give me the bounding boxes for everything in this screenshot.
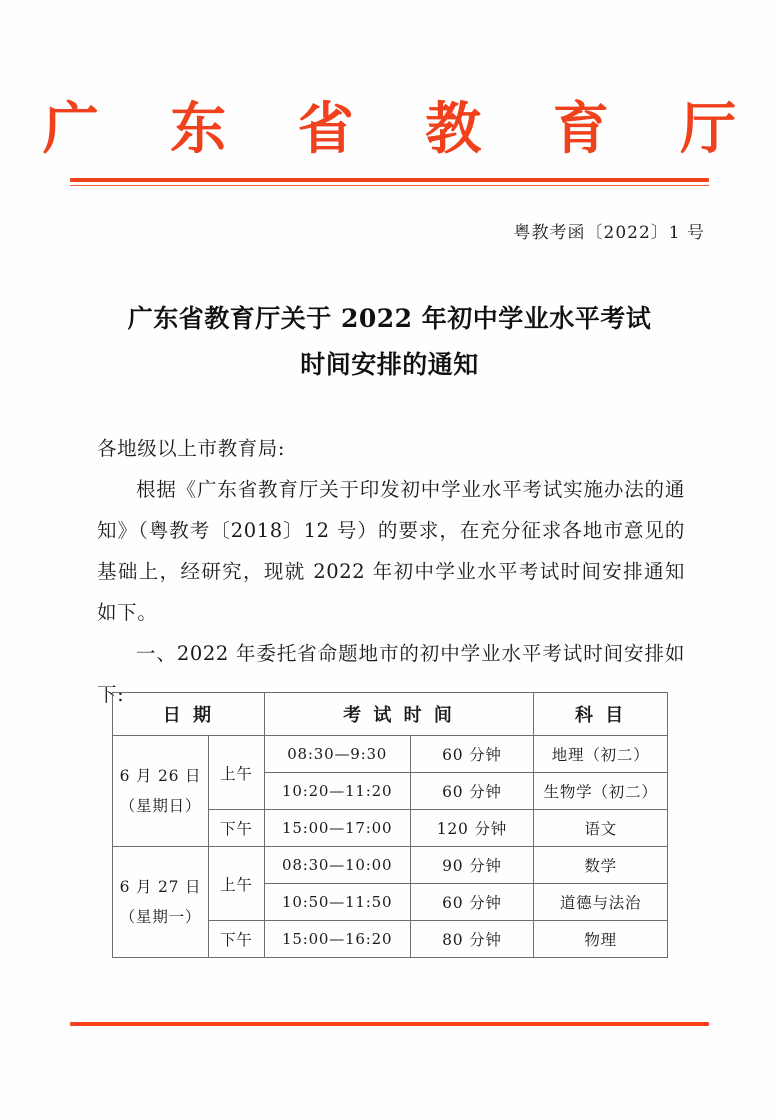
cell-duration: 80 分钟 <box>410 921 534 958</box>
cell-subject: 地理（初二） <box>534 736 668 773</box>
column-header-subject: 科 目 <box>534 693 668 736</box>
column-header-date: 日 期 <box>113 693 265 736</box>
cell-exam-time: 10:20—11:20 <box>264 773 410 810</box>
cell-duration: 60 分钟 <box>410 884 534 921</box>
cell-duration: 60 分钟 <box>410 736 534 773</box>
cell-session: 上午 <box>208 736 264 810</box>
masthead-rule-thick <box>70 178 709 182</box>
cell-date <box>113 847 209 958</box>
cell-exam-time: 10:50—11:50 <box>264 884 410 921</box>
cell-subject: 生物学（初二） <box>534 773 668 810</box>
exam-schedule-table <box>112 692 668 958</box>
masthead-rule-thin <box>70 185 709 186</box>
cell-exam-time: 08:30—9:30 <box>264 736 410 773</box>
page-title-line-2: 时间安排的通知 <box>300 350 479 380</box>
date-line-1: 6 月 27 日 <box>119 877 202 896</box>
document-body <box>97 428 685 715</box>
cell-exam-time: 15:00—16:20 <box>264 921 410 958</box>
table-header-row <box>113 693 668 736</box>
document-number: 粤教考函〔2022〕1 号 <box>513 223 705 243</box>
footer-rule <box>70 1022 709 1026</box>
cell-subject: 道德与法治 <box>534 884 668 921</box>
cell-duration: 120 分钟 <box>410 810 534 847</box>
issuing-organization-title: 广 东 省 教 育 厅 <box>42 96 763 162</box>
cell-session: 下午 <box>208 810 264 847</box>
date-line-2: （星期一） <box>119 908 202 926</box>
cell-duration: 90 分钟 <box>410 847 534 884</box>
cell-exam-time: 08:30—10:00 <box>264 847 410 884</box>
cell-session: 上午 <box>208 847 264 921</box>
cell-subject: 语文 <box>534 810 668 847</box>
cell-subject: 数学 <box>534 847 668 884</box>
table-row <box>113 847 668 884</box>
cell-session: 下午 <box>208 921 264 958</box>
table-row <box>113 736 668 773</box>
date-line-2: （星期日） <box>119 797 202 815</box>
masthead <box>0 96 779 162</box>
salutation: 各地级以上市教育局: <box>97 437 286 460</box>
cell-subject: 物理 <box>534 921 668 958</box>
cell-date <box>113 736 209 847</box>
date-line-1: 6 月 26 日 <box>119 766 202 785</box>
table-header <box>113 693 668 736</box>
cell-duration: 60 分钟 <box>410 773 534 810</box>
cell-exam-time: 15:00—17:00 <box>264 810 410 847</box>
table-body <box>113 736 668 958</box>
page-title <box>90 296 689 389</box>
column-header-exam-time: 考 试 时 间 <box>264 693 533 736</box>
page-title-line-1: 广东省教育厅关于 2022 年初中学业水平考试 <box>127 304 652 333</box>
body-paragraph-1: 根据《广东省教育厅关于印发初中学业水平考试实施办法的通知》（粤教考〔2018〕12 号）的要求，在充分征求各地市意见的基础上，经研究，现就 2022 年初中学业水平考试时间安排通知如下。 <box>97 478 685 624</box>
masthead-rule <box>70 178 709 186</box>
body-paragraph-2: 一、2022 年委托省命题地市的初中学业水平考试时间安排如下: <box>97 642 685 706</box>
